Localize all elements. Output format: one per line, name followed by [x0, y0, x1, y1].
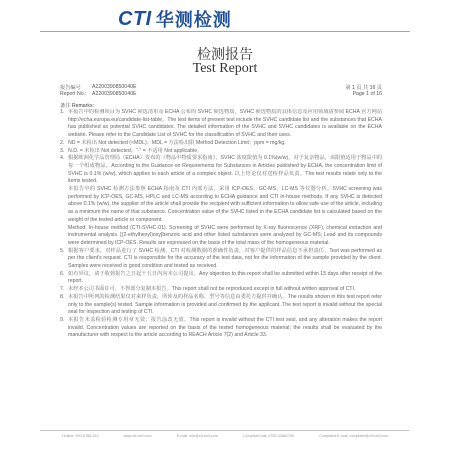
footer-hotline: Hotline: 400-6788-333: [62, 434, 99, 438]
remark-number: 6.: [60, 270, 65, 277]
header-divider: [40, 31, 410, 32]
logo-chinese-name: 华测检测: [155, 10, 232, 31]
remark-paragraph: [60, 140, 382, 148]
remark-text: 根据欧洲化学品管理局（ECHA）发布的《物品中物质要求指南》，SVHC 浓度限值为 0.1%(w/w)，对于复杂物品，该限值适用于物品中的每一个组成物品。According to the Guidance on Requirements for Substances in Articles published by ECHA, the concentration limit of SVHC is 0.1% (w/w), which applies to each article of a complex object. 以上结论仅对送检样品负责。The test results relate only to the items tested.: [68, 155, 382, 185]
report-no-value: A2200390850040E: [92, 91, 137, 97]
remark-paragraph: [60, 225, 382, 248]
footer-website[interactable]: www.cti-cert.com: [123, 434, 152, 438]
remark-paragraph: [60, 155, 382, 186]
remark-text: 本报告中的 SVHC 检测方法参照 ECHA 指南及 CTI 内部方法，采用 ICP-OES、GC-MS、LC-MS 等仪器分析。SVHC screening was performed by ICP-OES, GC-MS, HPLC and LC-MS according to ECHA guidance and CTI in-house methods. If any SVHC is detected above 0.1% (w/w), the supplier of the article shall provide the recipient with sufficient information to allow safe use of the article, including as a minimum the name of that substance. Concentration value of the SVHC listed in the ECHA candidate list is calculated based on the weight of the tested article or component.: [68, 186, 382, 223]
footer-complaint-email[interactable]: Complaint E-mail: complaint@cti-cert.com: [319, 434, 388, 438]
remark-paragraph: [60, 271, 382, 286]
remarks-heading: 备注 Remarks:: [60, 103, 95, 109]
remark-paragraph: [60, 317, 382, 340]
remark-paragraph: [60, 286, 382, 294]
title-english: Test Report: [192, 61, 258, 76]
remark-text: 本报告未盖检验检测专用章无效；报告涂改无效。This report is invalid without the CTI test seal, and any alteration makes the report invalid. Concentration values are reported on the basis of the tested homogeneous material; the results shall be evaluated by the manufacturer with respect to the article according to REACH Article 7(2) and Article 33.: [68, 316, 382, 339]
remark-number: 7.: [60, 286, 65, 293]
remark-paragraph: [60, 248, 382, 271]
remark-text: Method: In-house method (CTI-SVHC-01). Screening of SVHC were performed by X-ray fluorescence (XRF), chemical extraction and instrumental analysis. [(2-ethylhexyl)oxy]benzoic acid and other listed substances were analyzed by GC-MS; Lead and its compounds were determined by ICP-OES. Results are expressed on the basis of the total mass of the homogeneous material.: [68, 224, 382, 246]
remark-number: [60, 186, 68, 225]
footer-divider: [40, 430, 410, 431]
company-logo: [118, 6, 232, 32]
remark-paragraph: [60, 186, 382, 225]
remarks-body: [60, 109, 382, 425]
report-no-label: Report No.:: [60, 91, 87, 97]
remark-text: N.D. = 未检出 Not detected；"-" = 不适用 Not applicable。: [68, 147, 203, 154]
remark-number: 4.: [60, 155, 65, 162]
remark-number: [60, 225, 68, 248]
remark-text: 未经本公司书面许可，不得部分复制本报告。This report shall not be reproduced except in full without written approval of CTI.: [68, 286, 356, 293]
remark-number: 8.: [60, 293, 65, 300]
remark-number: 2.: [60, 139, 65, 146]
footer-email[interactable]: E-mail: info@cti-cert.com: [176, 434, 218, 438]
remark-text: 如有异议，请于收到报告之日起十五日内向本公司提出。Any objection to this report shall be submitted within 15 days after receipt of the report.: [68, 270, 382, 285]
report-no-cn-value: A2200390850040E: [92, 84, 137, 90]
logo-mark: CTI: [118, 7, 152, 30]
title-chinese: 检测报告: [197, 47, 253, 63]
remark-number: 1.: [60, 109, 65, 115]
remark-number: 3.: [60, 147, 65, 154]
footer-complaint-call: Complaint call: 0755-33681700: [243, 434, 295, 438]
remark-text: ND = 未检出 Not detected (<MDL)；MDL = 方法检出限 Method Detection Limit；ppm = mg/kg.: [68, 139, 286, 146]
remark-number: 5.: [60, 247, 65, 254]
remark-text: 本报告中所列的检测结果仅对来样负责，所涉及的样品名称、型号等信息由委托方提供并确认。The results shown in this test report refer only to the sample(s) tested. Sample information is provided and confirmed by the applicant. The test report is invalid without the special seal for inspection and testing of CTI.: [68, 293, 382, 316]
remark-text: 本报告中的检测项目为 SVHC 候选清单及 ECHA 公布的 SVHC 候选物质，SVHC 候选物质的具体信息及应用领域请参阅 ECHA 官方网站 http://echa.europa.eu/candidate-list-table。The test items of present test include the SVHC candidate list and the substances that ECHA has published as potential SVHC candidates. The detailed information of the SVHC and SVHC candidates is available on the ECHA website. Please refer to the Candidate List of SVHC for the classification of SVHC and their uses.: [68, 109, 382, 139]
remark-paragraph: [60, 109, 382, 140]
remark-number: 9.: [60, 316, 65, 323]
remark-text: 根据客户要求，对样品进行了 SVHC 检测。CTI 对检测数据的准确性负责，对客户提供的样品信息不承担责任。Test was performed as per the client's request. CTI is responsible for the accuracy of the test data, not for the information of the sample provided by the client. Samples were received in good condition and tested as received.: [68, 247, 382, 270]
report-no-cn-label: 报告编号: [60, 85, 81, 91]
page-info-en: Page 1 of 16: [352, 91, 382, 97]
footer: [62, 434, 388, 438]
remark-paragraph: [60, 294, 382, 317]
page-info-cn: 第 1 页 共 16 页: [345, 85, 382, 91]
